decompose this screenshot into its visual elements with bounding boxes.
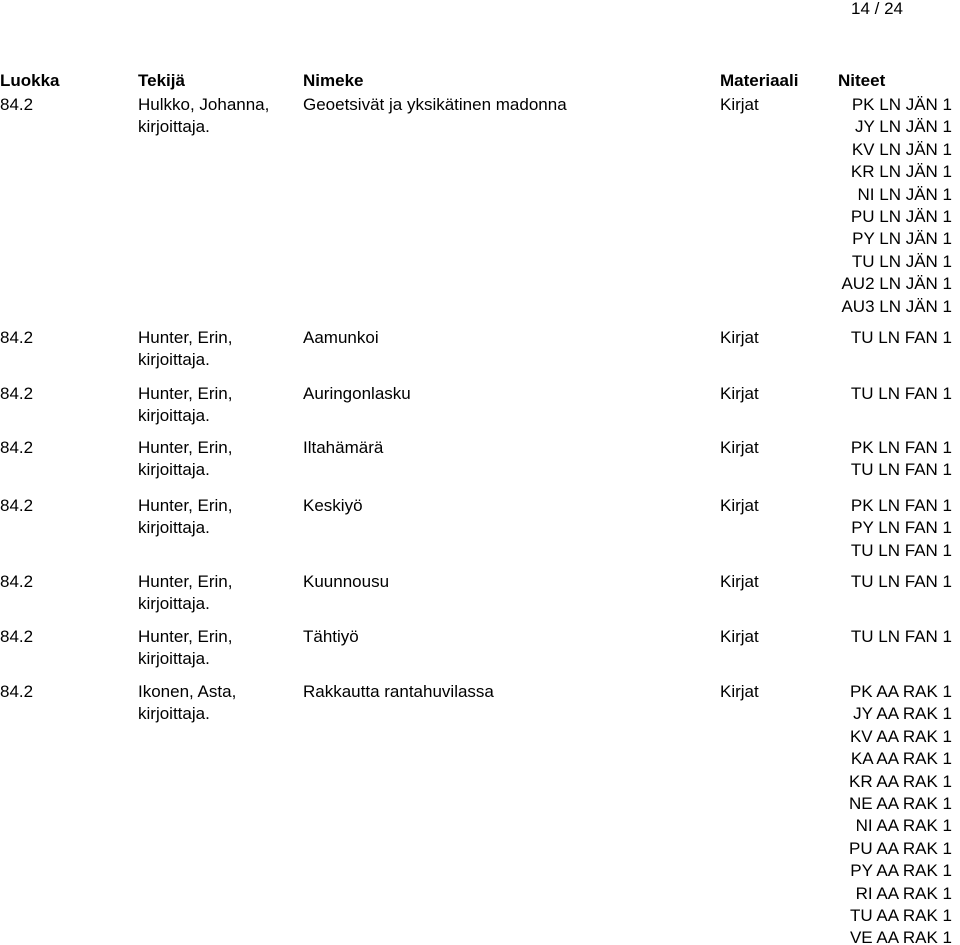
cell-nimeke: Aamunkoi <box>303 328 379 347</box>
author-line: Hunter, Erin, <box>138 328 233 347</box>
niteet-item: KV LN JÄN 1 <box>851 139 952 159</box>
niteet-item: TU LN FAN 1 <box>850 384 952 403</box>
cell-niteet <box>838 94 952 318</box>
cell-niteet <box>838 495 952 562</box>
niteet-item: PK LN FAN 1 <box>850 496 952 515</box>
cell-tekija <box>138 383 233 428</box>
cell-tekija <box>138 681 236 726</box>
author-line: Hunter, Erin, <box>138 572 233 591</box>
author-line: Hunter, Erin, <box>138 627 233 646</box>
cell-nimeke: Tähtiyö <box>303 627 359 646</box>
author-line: Ikonen, Asta, <box>138 682 237 701</box>
niteet-item: KR LN JÄN 1 <box>850 162 952 182</box>
niteet-item: AU2 LN JÄN 1 <box>841 274 952 294</box>
cell-niteet <box>838 327 952 349</box>
cell-luokka: 84.2 <box>0 95 34 114</box>
page-number: 14 / 24 <box>851 0 903 18</box>
cell-luokka: 84.2 <box>0 384 34 403</box>
niteet-item: TU LN FAN 1 <box>850 627 952 646</box>
cell-nimeke: Rakkautta rantahuvilassa <box>303 682 494 701</box>
niteet-item: NI LN JÄN 1 <box>857 184 952 204</box>
author-line: kirjoittaja. <box>138 649 210 669</box>
cell-niteet <box>838 571 952 593</box>
niteet-item: KA AA RAK 1 <box>850 749 952 769</box>
niteet-item: PY AA RAK 1 <box>850 861 952 881</box>
niteet-item: KV AA RAK 1 <box>849 726 952 746</box>
cell-tekija <box>138 626 233 671</box>
niteet-item: TU AA RAK 1 <box>849 906 952 926</box>
niteet-item: PY LN FAN 1 <box>851 518 952 538</box>
author-line: kirjoittaja. <box>138 704 210 724</box>
niteet-item: TU LN FAN 1 <box>850 460 952 480</box>
cell-materiaali: Kirjat <box>720 384 759 403</box>
cell-materiaali: Kirjat <box>720 572 759 591</box>
cell-nimeke: Geoetsivät ja yksikätinen madonna <box>303 95 567 114</box>
cell-materiaali: Kirjat <box>720 438 759 457</box>
cell-tekija <box>138 571 233 616</box>
cell-materiaali: Kirjat <box>720 496 759 515</box>
niteet-item: JY LN JÄN 1 <box>854 117 952 137</box>
author-line: kirjoittaja. <box>138 518 210 538</box>
header-nimeke: Nimeke <box>303 71 364 90</box>
niteet-item: TU LN FAN 1 <box>850 540 952 560</box>
cell-niteet <box>838 626 952 648</box>
cell-materiaali: Kirjat <box>720 682 759 701</box>
cell-luokka: 84.2 <box>0 496 34 515</box>
niteet-item: PK LN FAN 1 <box>850 438 952 457</box>
niteet-item: NI AA RAK 1 <box>855 816 952 836</box>
niteet-item: KR AA RAK 1 <box>849 771 952 791</box>
cell-nimeke: Iltahämärä <box>303 438 384 457</box>
niteet-item: PK AA RAK 1 <box>849 682 952 701</box>
author-line: kirjoittaja. <box>138 406 210 426</box>
author-line: Hunter, Erin, <box>138 384 233 403</box>
author-line: kirjoittaja. <box>138 350 210 370</box>
niteet-item: PK LN JÄN 1 <box>851 95 952 114</box>
niteet-item: TU LN FAN 1 <box>850 572 952 591</box>
cell-niteet <box>838 383 952 405</box>
niteet-item: PU LN JÄN 1 <box>850 207 952 227</box>
cell-luokka: 84.2 <box>0 328 34 347</box>
cell-materiaali: Kirjat <box>720 328 759 347</box>
niteet-item: TU LN JÄN 1 <box>851 251 952 271</box>
cell-materiaali: Kirjat <box>720 627 759 646</box>
table-header <box>0 70 960 92</box>
niteet-item: RI AA RAK 1 <box>855 883 952 903</box>
author-line: kirjoittaja. <box>138 594 210 614</box>
author-line: kirjoittaja. <box>138 460 210 480</box>
cell-materiaali: Kirjat <box>720 95 759 114</box>
cell-nimeke: Keskiyö <box>303 496 363 515</box>
header-tekija: Tekijä <box>138 71 185 90</box>
header-niteet: Niteet <box>838 71 886 90</box>
cell-niteet <box>838 681 952 945</box>
cell-luokka: 84.2 <box>0 682 34 701</box>
author-line: Hulkko, Johanna, <box>138 95 270 114</box>
cell-tekija <box>138 94 269 139</box>
cell-tekija <box>138 437 233 482</box>
cell-nimeke: Auringonlasku <box>303 384 411 403</box>
header-materiaali: Materiaali <box>720 71 799 90</box>
author-line: Hunter, Erin, <box>138 438 233 457</box>
niteet-item: VE AA RAK 1 <box>849 928 952 945</box>
niteet-item: PU AA RAK 1 <box>849 838 952 858</box>
niteet-item: JY AA RAK 1 <box>853 704 952 724</box>
niteet-item: TU LN FAN 1 <box>850 328 952 347</box>
author-line: kirjoittaja. <box>138 117 210 137</box>
cell-nimeke: Kuunnousu <box>303 572 390 591</box>
cell-luokka: 84.2 <box>0 572 34 591</box>
cell-niteet <box>838 437 952 482</box>
cell-luokka: 84.2 <box>0 627 34 646</box>
header-luokka: Luokka <box>0 71 60 90</box>
niteet-item: AU3 LN JÄN 1 <box>841 296 952 316</box>
cell-tekija <box>138 495 233 540</box>
author-line: Hunter, Erin, <box>138 496 233 515</box>
cell-luokka: 84.2 <box>0 438 34 457</box>
niteet-item: PY LN JÄN 1 <box>852 229 952 249</box>
niteet-item: NE AA RAK 1 <box>849 794 952 814</box>
cell-tekija <box>138 327 233 372</box>
